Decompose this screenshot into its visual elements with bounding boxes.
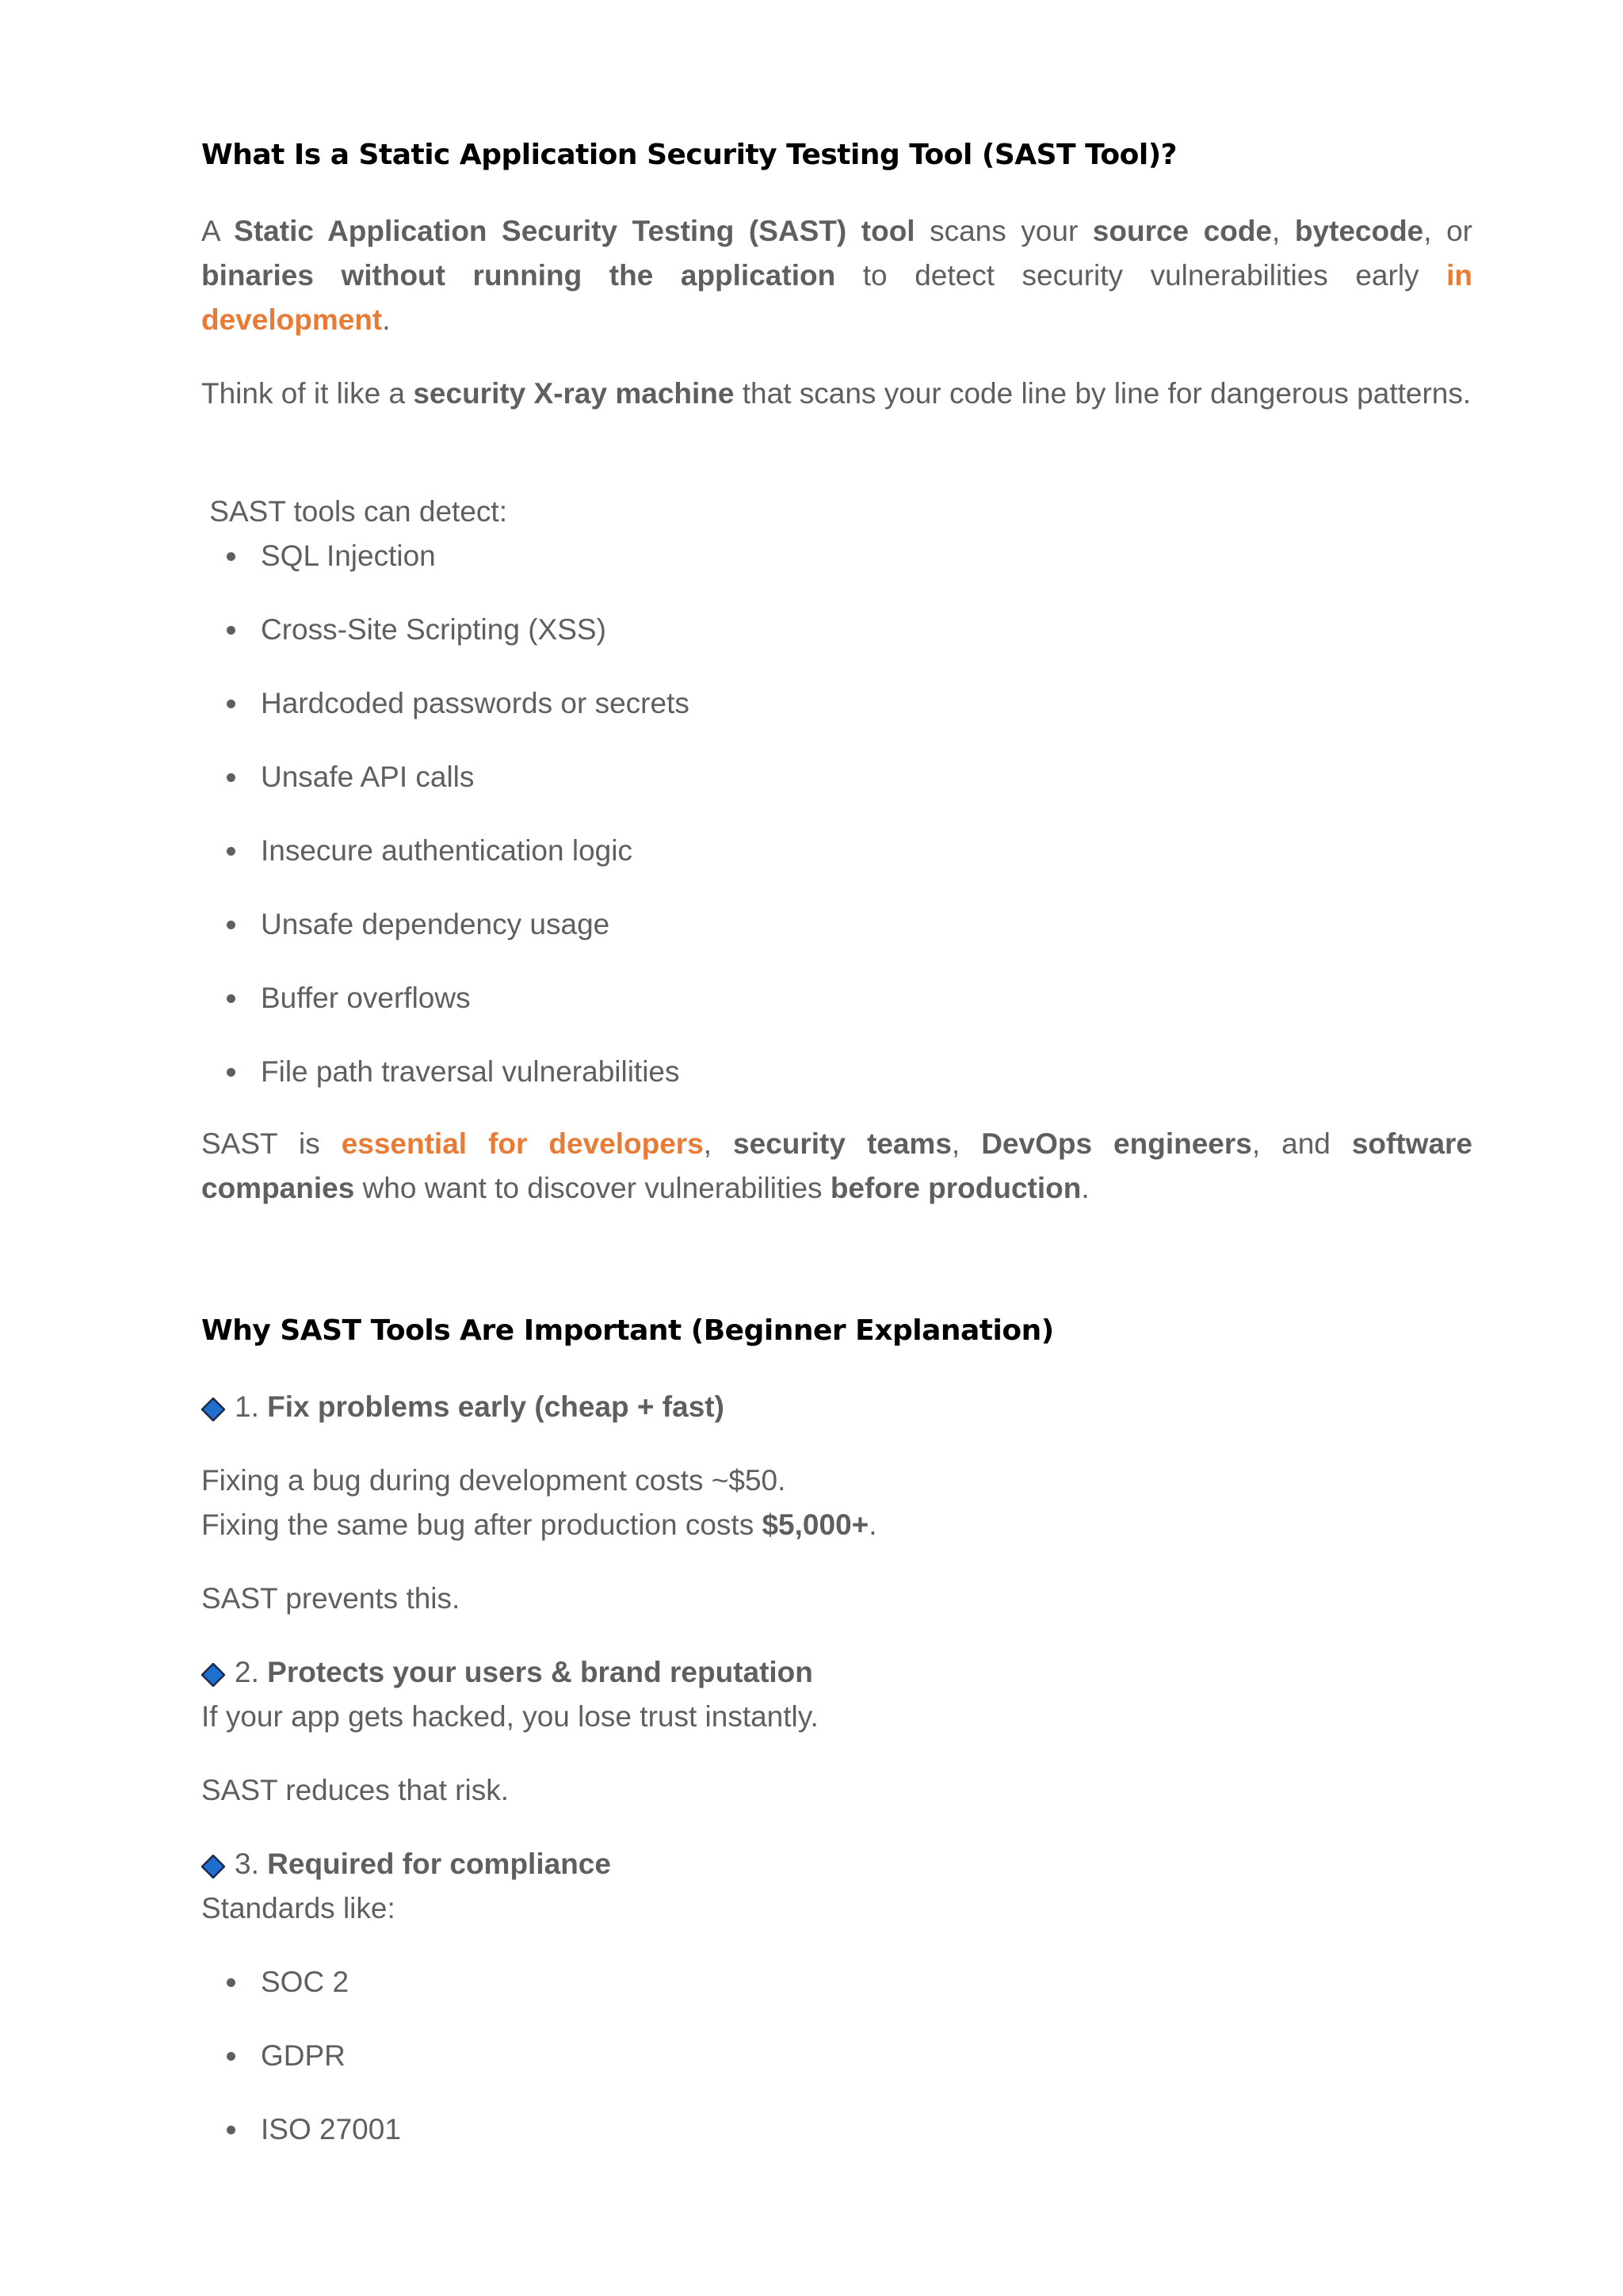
- point-3-title: 3. Required for compliance: [201, 1842, 1472, 1886]
- list-item: SOC 2: [201, 1960, 1472, 2004]
- intro-paragraph: A Static Application Security Testing (SAST) tool scans your source code, bytecode, or binaries without running the application to detect security vulnerabilities early in development.: [201, 215, 1473, 336]
- section-heading-why: Why SAST Tools Are Important (Beginner Explanation): [201, 1314, 1054, 1347]
- point-2-title: 2. Protects your users & brand reputation: [201, 1650, 1472, 1695]
- list-item: Cross-Site Scripting (XSS): [201, 608, 1472, 652]
- point-1-cost-line-1: Fixing a bug during development costs ~$50.: [201, 1464, 786, 1497]
- blue-diamond-icon: [201, 1398, 225, 1421]
- list-item: Unsafe API calls: [201, 755, 1472, 799]
- accent-in-development: in development: [201, 259, 1473, 336]
- point-2-line: If your app gets hacked, you lose trust instantly.: [201, 1700, 819, 1733]
- list-item: SQL Injection: [201, 534, 1472, 578]
- point-1-note: SAST prevents this.: [201, 1582, 460, 1615]
- list-item: ISO 27001: [201, 2107, 1472, 2152]
- compliance-list: [201, 1960, 1472, 2152]
- detect-list: [201, 534, 1472, 1094]
- detect-label: SAST tools can detect:: [201, 495, 507, 528]
- list-item: Buffer overflows: [201, 976, 1472, 1020]
- essential-paragraph: SAST is essential for developers, security teams, DevOps engineers, and software companies who want to discover vulnerabilities before production.: [201, 1127, 1473, 1204]
- point-1-cost-line-2: Fixing the same bug after production costs $5,000+.: [201, 1508, 877, 1541]
- point-1-title: 1. Fix problems early (cheap + fast): [201, 1385, 1472, 1429]
- section-heading-sast: What Is a Static Application Security Testing Tool (SAST Tool)?: [201, 139, 1178, 171]
- list-item: File path traversal vulnerabilities: [201, 1050, 1472, 1094]
- list-item: Insecure authentication logic: [201, 829, 1472, 873]
- point-3-line: Standards like:: [201, 1892, 395, 1924]
- list-item: Hardcoded passwords or secrets: [201, 681, 1472, 726]
- accent-essential: essential for developers: [341, 1127, 704, 1160]
- point-2-note: SAST reduces that risk.: [201, 1774, 509, 1806]
- blue-diamond-icon: [201, 1663, 225, 1687]
- blue-diamond-icon: [201, 1855, 225, 1878]
- xray-paragraph: Think of it like a security X-ray machine that scans your code line by line for dangerous patterns.: [201, 377, 1472, 410]
- list-item: GDPR: [201, 2034, 1472, 2078]
- list-item: Unsafe dependency usage: [201, 902, 1472, 947]
